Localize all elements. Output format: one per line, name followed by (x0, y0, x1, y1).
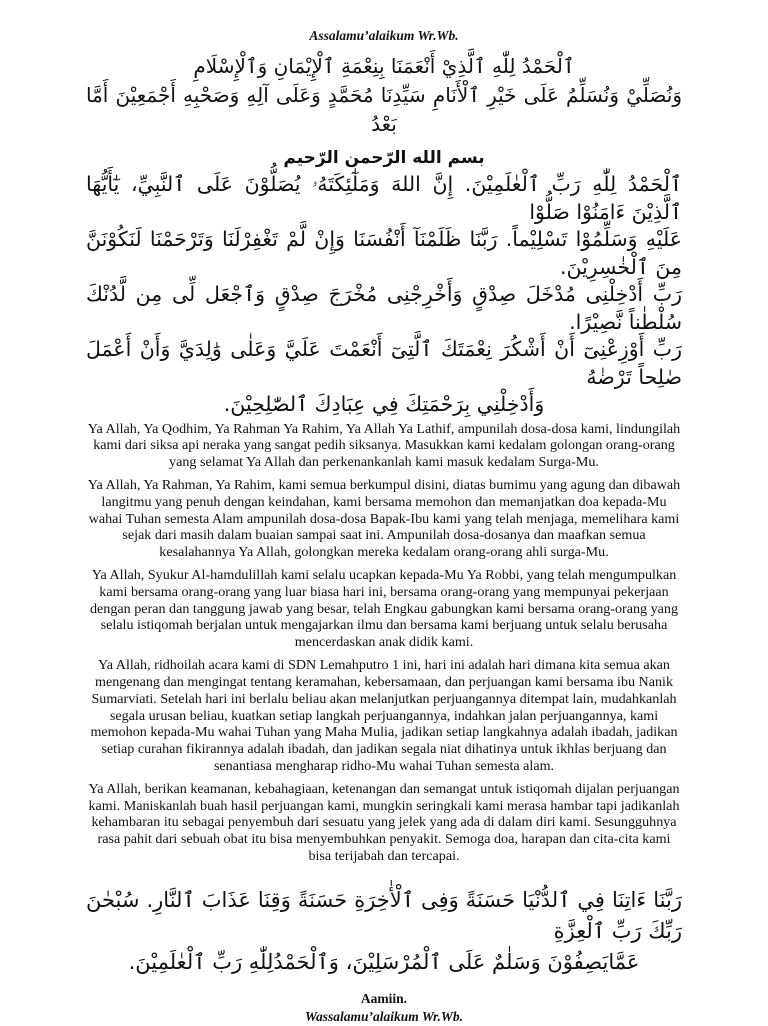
prayer-paragraph: Ya Allah, Syukur Al-hamdulillah kami selalu ucapkan kepada-Mu Ya Robbi, yang telah mengumpulkan kami bersama orang-orang yang luar biasa hari ini, bersama orang-orang yang mempunyai pekerjaan dengan peran dan tanggung jawab yang besar, telah Engkau gabungkan kami bersama orang-orang yang selalu istiqomah berjalan untuk mengajarkan ilmu dan bersama kami berjuang untuk selalu berusaha mencerdaskan anak didik kami. (89, 566, 679, 651)
basmalah-heading: بسم الله الرّحمن الرّحيم (283, 148, 485, 168)
verse-arabic-line: رَبِّ أَدْخِلْنِى مُدْخَلَ صِدْقٍ وَأَخْرِجْنِى مُخْرَجَ صِدْقٍ وَٱجْعَل لِّى مِن لَّدُنْكَ سُلْطٰناً نَّصِيْرًا. (86, 282, 682, 334)
prayer-paragraph: Ya Allah, Ya Qodhim, Ya Rahman Ya Rahim, Ya Allah Ya Lathif, ampunilah dosa-dosa kami, lindungilah kami dari siksa api neraka yang sangat pedih siksanya. Masukkan kami kedalam golongan orang-orang yang selamat Ya Allah dan perkenankanlah kami masuk kedalam Surga-Mu. (87, 420, 681, 471)
prayer-paragraph: Ya Allah, ridhoilah acara kami di SDN Lemahputro 1 ini, hari ini adalah hari dimana kita semua akan mengenang dan mengingat tentang keramahan, kebersamaan, dan perjuangan kami bersama ibu Nanik Sumarviati. Setelah hari ini berlalu beliau akan melanjutkan perjuangannya ditempat lain, mudahkanlah segala urusan beliau, kuatkan setiap langkah perjuangannya, indahkan jalan perjuangannya, kami memohon kepada-Mu wahai Tuhan yang Maha Mulia, jadikan setiap langkahnya adalah ibadah, jadikan setiap curahan fikirannya adalah ibadah, dan jadikan segala niat dihatinya untuk ikhlas berjuang dan senantiasa mengharap ridho-Mu wahai Tuhan semesta alam. (90, 656, 678, 775)
opening-greeting: Assalamu’alaikum Wr.Wb. (309, 28, 459, 43)
aamiin-text: Aamiin. (360, 991, 408, 1007)
verse-arabic-line: عَلَيْهِ وَسَلِّمُوْا تَسْلِيْماً. رَبَّنَا ظَلَمْنَآ أَنْفُسَنَا وَإِنْ لَّمْ تَغْفِرْلَنَا وَتَرْحَمْنَا لَنَكُوْنَنَّ مِنَ ٱلْخٰسِرِيْنَ. (86, 227, 682, 279)
verse-arabic-line: وَأَدْخِلْنِي بِرَحْمَتِكَ فِي عِبَادِكَ ٱلصّٰلِحِيْنَ. (223, 392, 545, 416)
prayer-paragraph: Ya Allah, berikan keamanan, kebahagiaan, ketenangan dan semangat untuk istiqomah dijalan perjuangan kami. Maniskanlah buah hasil perjuangan kami, mungkin seringkali kami merasa hambar tapi jadikanlah kehambaran itu sebagai penyembuh dari sesuatu yang jelek yang ada di dalam diri kami. Sesungguhnya rasa pahit dari sebuah obat itu bisa menyembuhkan penyakit. Semoga doa, harapan dan cita-cita kami bisa terijabah dan tercapai. (88, 780, 680, 865)
prayer-paragraphs (86, 421, 682, 866)
opening-arabic-block (86, 52, 682, 139)
closing-arabic-line: عَمَّايَصِفُوْنَ وَسَلٰمٌ عَلَى ٱلْمُرْسَلِيْنَ، وَٱلْحَمْدُلِلّٰهِ رَبِّ ٱلْعٰلَمِيْنَ. (128, 950, 640, 975)
verse-arabic-line: رَبِّ أَوْزِعْنِىٓ أَنْ أَشْكُرَ نِعْمَتَكَ ٱلَّتِىٓ أَنْعَمْتَ عَلَيَّ وَعَلٰى وَٰلِدَيَّ وَأَنْ أَعْمَلَ صٰلِحاً تَرْضٰهُ (86, 337, 682, 389)
closing-arabic-line: رَبَّنَا ءَاتِنَا فِي ٱلدُّنْيَا حَسَنَةً وَفِى ٱلْأٰخِرَةِ حَسَنَةً وَقِنَا عَذَابَ ٱلنَّارِ. سُبْحٰنَ رَبِّكَ رَبِّ ٱلْعِزَّةِ (86, 888, 682, 944)
closing-arabic-block (86, 885, 682, 978)
verse-arabic-line: ٱلْحَمْدُ لِلّٰهِ رَبِّ ٱلْعٰلَمِيْنَ. إِنَّ اللهَ وَمَلٰٓئِكَتَهُۥ يُصَلُّوْنَ عَلَى ٱلنَّبِيِّ، يٰٓأَيُّهَا ٱلَّذِيْنَ ءَامَنُوْا صَلُّوْا (86, 172, 682, 224)
opening-arabic-line: ٱلْحَمْدُ لِلّٰهِ ٱلَّذِيْ أَنْعَمَنَا بِنِعْمَةِ ٱلْإِيْمَانِ وَٱلْإِسْلَامِ (193, 54, 575, 78)
prayer-paragraph: Ya Allah, Ya Rahman, Ya Rahim, kami semua berkumpul disini, diatas bumimu yang agung dan dibawah langitmu yang penuh dengan keindahan, kami bersama memohon dan memanjatkan doa kepada-Mu wahai Tuhan semesta Alam ampunilah dosa-dosa Bapak-Ibu kami yang telah menjaga, memelihara kami sejak dari masih dalam buaian sampai saat ini. Ampunilah dosa-dosanya dan maafkan semua kesalahannya Ya Allah, golongkan mereka kedalam orang-orang ahli surga-Mu. (87, 476, 681, 561)
closing-greeting: Wassalamu’alaikum Wr.Wb. (305, 1009, 463, 1025)
prayer-document (86, 22, 682, 1026)
verses-arabic-block (86, 171, 682, 419)
opening-arabic-line: وَنُصَلِّيْ وَنُسَلِّمُ عَلَى خَيْرِ ٱلْأَنَامِ سَيِّدِنَا مُحَمَّدٍ وَعَلَى آلِهِ وَصَحْبِهِ أَجْمَعِيْنَ أَمَّا بَعْدُ (86, 83, 682, 136)
